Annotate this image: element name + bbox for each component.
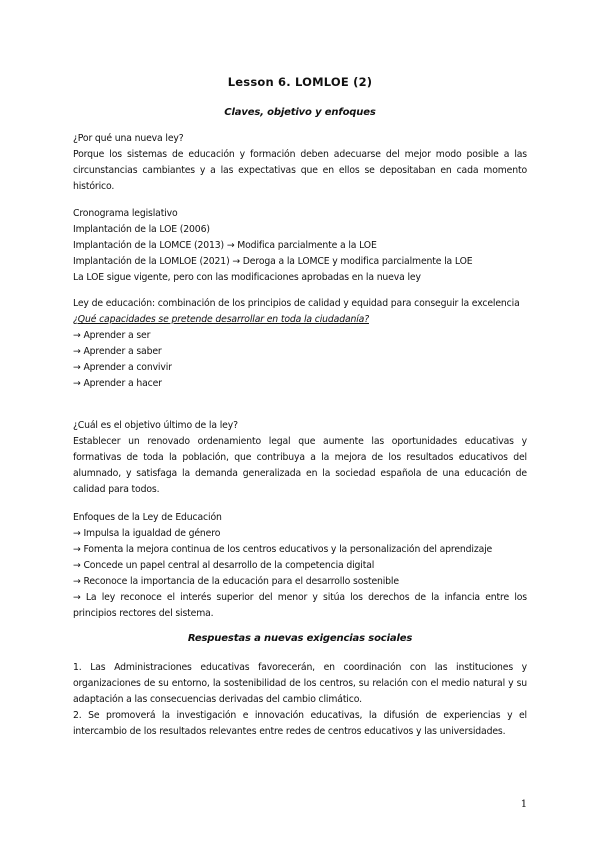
list-item: → Aprender a convivir bbox=[73, 362, 172, 373]
section-approaches bbox=[73, 510, 527, 622]
page-number: 1 bbox=[520, 799, 527, 810]
page-subtitle: Claves, objetivo y enfoques bbox=[224, 107, 376, 118]
timeline-line: Implantación de la LOMLOE (2021) → Deroga a la LOMCE y modifica parcialmente la LOE bbox=[73, 256, 473, 267]
page-title: Lesson 6. LOMLOE (2) bbox=[227, 75, 373, 89]
answer-objective: Establecer un renovado ordenamiento legal que aumente las oportunidades educativas y formativas de toda la población, que contribuya a la mejora de los resultados educativos del alumnado, y satisfaga la demanda generalizada en la sociedad española de una educación de calidad para todos. bbox=[73, 436, 527, 495]
list-item: → La ley reconoce el interés superior del menor y sitúa los derechos de la infancia entre los principios rectores del sistema. bbox=[73, 592, 527, 619]
list-item: → Aprender a hacer bbox=[73, 378, 162, 389]
timeline-line: La LOE sigue vigente, pero con las modificaciones aprobadas en la nueva ley bbox=[73, 272, 421, 283]
question-objective: ¿Cuál es el objetivo último de la ley? bbox=[73, 420, 238, 431]
section-objective bbox=[73, 418, 527, 498]
timeline-line: Implantación de la LOE (2006) bbox=[73, 224, 210, 235]
list-item: → Impulsa la igualdad de género bbox=[73, 528, 221, 539]
list-item: → Aprender a ser bbox=[73, 330, 151, 341]
section-capacities bbox=[73, 296, 527, 392]
list-item: → Aprender a saber bbox=[73, 346, 162, 357]
list-item: → Fomenta la mejora continua de los centros educativos y la personalización del aprendizaje bbox=[73, 544, 493, 555]
section-why-new-law bbox=[73, 131, 527, 195]
section-legislative-timeline bbox=[73, 206, 527, 286]
section-heading-social-demands: Respuestas a nuevas exigencias sociales bbox=[187, 633, 413, 644]
timeline-heading: Cronograma legislativo bbox=[73, 208, 178, 219]
answer-why-new-law: Porque los sistemas de educación y formación deben adecuarse del mejor modo posible a las circunstancias cambiantes y a las expectativas que en ellos se depositaban en cada momento histórico. bbox=[73, 149, 527, 192]
paragraph-sustainability: 1. Las Administraciones educativas favorecerán, en coordinación con las instituciones y organizaciones de su entorno, la sostenibilidad de los centros, su relación con el medio natural y su adaptación a las consecuencias derivadas del cambio climático. bbox=[73, 662, 527, 705]
list-item: → Concede un papel central al desarrollo de la competencia digital bbox=[73, 560, 375, 571]
law-principles: Ley de educación: combinación de los principios de calidad y equidad para conseguir la excelencia bbox=[73, 298, 520, 309]
section-social-demands bbox=[73, 660, 527, 740]
timeline-line: Implantación de la LOMCE (2013) → Modifica parcialmente a la LOE bbox=[73, 240, 377, 251]
approaches-heading: Enfoques de la Ley de Educación bbox=[73, 512, 222, 523]
paragraph-research: 2. Se promoverá la investigación e innovación educativas, la difusión de experiencias y el intercambio de los resultados relevantes entre redes de centros educativos y las universidades. bbox=[73, 710, 527, 737]
question-capacities: ¿Qué capacidades se pretende desarrollar en toda la ciudadanía? bbox=[73, 314, 369, 325]
question-why-new-law: ¿Por qué una nueva ley? bbox=[73, 133, 184, 144]
list-item: → Reconoce la importancia de la educación para el desarrollo sostenible bbox=[73, 576, 399, 587]
